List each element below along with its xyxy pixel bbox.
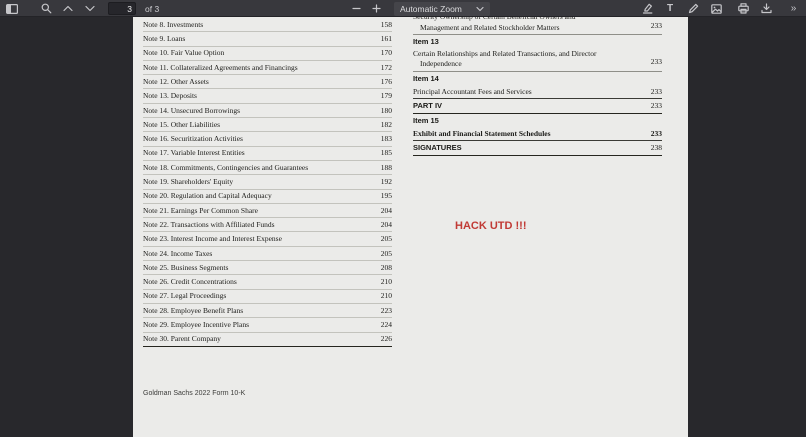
print-icon <box>738 3 749 14</box>
toc-row[interactable] <box>413 85 662 99</box>
toc-row[interactable] <box>143 104 392 118</box>
toc-entry-label: Note 8. Investments <box>143 19 204 29</box>
toc-entry-page: 176 <box>380 76 392 86</box>
toc-entry-page: 233 <box>650 86 662 96</box>
free-text-button[interactable] <box>662 1 678 16</box>
download-icon <box>761 3 772 14</box>
toc-heading-label: Item 14 <box>413 73 439 83</box>
toc-entry-label: Note 17. Variable Interest Entities <box>143 148 245 158</box>
toc-entry-page: 195 <box>380 191 392 201</box>
toc-entry-page: 204 <box>380 219 392 229</box>
free-text-icon: T <box>666 2 674 14</box>
zoom-select[interactable] <box>394 2 490 16</box>
toc-heading-label: Item 13 <box>413 37 439 46</box>
print-button[interactable] <box>735 1 751 16</box>
toc-row[interactable] <box>143 204 392 218</box>
toolbar-left-group <box>4 0 159 17</box>
toc-item-heading <box>413 35 662 49</box>
toc-entry-page: 205 <box>380 248 392 258</box>
toc-entry-page: 233 <box>650 57 662 66</box>
toc-entry-page: 233 <box>650 20 662 30</box>
toc-left-column <box>143 18 392 347</box>
toc-entry-page: 204 <box>380 205 392 215</box>
toc-entry-label: Note 21. Earnings Per Common Share <box>143 205 258 215</box>
toc-entry-label: Note 30. Parent Company <box>143 334 221 344</box>
toc-entry-page: 210 <box>380 277 392 287</box>
add-image-button[interactable] <box>708 1 724 16</box>
toc-row[interactable] <box>143 175 392 189</box>
toc-entry-label-cont: Management and Related Stockholder Matters <box>420 22 560 32</box>
toc-entry-label: Note 14. Unsecured Borrowings <box>143 105 241 115</box>
toc-row[interactable] <box>143 61 392 75</box>
toc-row[interactable] <box>143 118 392 132</box>
toc-row[interactable] <box>143 32 392 46</box>
toc-row[interactable] <box>143 247 392 261</box>
toc-entry-label: Note 10. Fair Value Option <box>143 48 225 58</box>
zoom-in-button[interactable] <box>368 1 384 16</box>
more-tools-button[interactable] <box>785 1 801 16</box>
toc-row[interactable] <box>143 89 392 103</box>
toc-entry-label: SIGNATURES <box>413 143 462 153</box>
toc-row[interactable] <box>143 232 392 246</box>
toc-entry-page: 170 <box>380 48 392 58</box>
toc-entry-label: Note 25. Business Segments <box>143 262 229 272</box>
toc-entry-label-cont: Independence <box>420 59 462 68</box>
toc-entry-page: 233 <box>650 128 662 138</box>
toc-entry-page: 238 <box>650 143 662 153</box>
toc-row[interactable] <box>413 127 662 141</box>
zoom-out-button[interactable] <box>348 1 364 16</box>
toc-entry-page: 180 <box>380 105 392 115</box>
toc-entry-page: 224 <box>380 320 392 330</box>
toc-entry-page: 188 <box>380 162 392 172</box>
toc-entry-page: 179 <box>380 91 392 101</box>
chevron-up-icon <box>63 5 73 12</box>
toc-entry-label: Note 24. Income Taxes <box>143 248 213 258</box>
toc-entry-page: 226 <box>380 334 392 344</box>
zoom-select-value: Automatic Zoom <box>400 3 462 14</box>
toc-entry-label: Note 16. Securitization Activities <box>143 134 243 144</box>
toc-row[interactable] <box>143 47 392 61</box>
page-number-input[interactable] <box>108 2 136 15</box>
image-icon <box>711 4 722 14</box>
chevron-down-icon <box>85 5 95 12</box>
toc-entry-page: 210 <box>380 291 392 301</box>
toc-entry-page: 208 <box>380 262 392 272</box>
toc-entry-label: Note 13. Deposits <box>143 91 197 101</box>
toc-entry-page: 158 <box>380 19 392 29</box>
double-chevron-icon: » <box>790 2 796 14</box>
toc-row[interactable] <box>143 161 392 175</box>
toc-entry-label: Note 11. Collateralized Agreements and Financings <box>143 62 298 72</box>
toc-heading-label: Item 15 <box>413 115 439 125</box>
toc-entry-label: Note 12. Other Assets <box>143 76 209 86</box>
toc-entry-page: 192 <box>380 177 392 187</box>
toc-entry-page: 185 <box>380 148 392 158</box>
toc-row[interactable] <box>143 132 392 146</box>
toc-entry-page: 233 <box>650 101 662 111</box>
toc-entry-label: Note 19. Shareholders' Equity <box>143 177 234 187</box>
toc-entry-page: 161 <box>380 34 392 44</box>
toc-row[interactable] <box>143 190 392 204</box>
sidebar-toggle-icon <box>6 4 18 14</box>
page-count-label: of 3 <box>145 3 160 14</box>
search-icon <box>41 3 52 14</box>
pdf-toolbar <box>0 0 806 17</box>
toc-row[interactable] <box>143 304 392 318</box>
toc-entry-label: PART IV <box>413 101 443 111</box>
highlight-button[interactable] <box>639 1 655 16</box>
toc-entry-label: Note 29. Employee Incentive Plans <box>143 320 250 330</box>
toc-entry-label: Note 22. Transactions with Affiliated Funds <box>143 219 275 229</box>
hack-utd-overlay-text: HACK UTD !!! <box>455 220 527 232</box>
toc-row[interactable] <box>143 18 392 32</box>
toc-entry-label: Note 18. Commitments, Contingencies and Guarantees <box>143 162 309 172</box>
toc-entry-page: 205 <box>380 234 392 244</box>
toc-entry-label: Note 23. Interest Income and Interest Expense <box>143 234 282 244</box>
toc-row[interactable] <box>143 333 392 347</box>
toc-item-heading <box>413 72 662 86</box>
toolbar-zoom-group <box>348 0 490 17</box>
toc-row[interactable] <box>143 147 392 161</box>
pdf-page <box>133 17 688 437</box>
toc-entry-label: Certain Relationships and Related Transactions, and Director <box>413 48 597 58</box>
toc-row[interactable] <box>143 318 392 332</box>
toc-row[interactable] <box>413 99 662 113</box>
chevron-down-icon <box>476 4 484 14</box>
plus-icon <box>372 4 381 13</box>
toolbar-right-group <box>639 0 801 17</box>
toc-entry-label: Note 27. Legal Proceedings <box>143 291 227 301</box>
toc-entry-label: Exhibit and Financial Statement Schedules <box>413 128 551 138</box>
document-footer: Goldman Sachs 2022 Form 10-K <box>143 390 246 397</box>
pen-icon <box>688 3 699 14</box>
highlight-icon <box>642 3 653 14</box>
toc-entry-label: Note 20. Regulation and Capital Adequacy <box>143 191 272 201</box>
toc-item-heading <box>413 114 662 128</box>
toc-right-column <box>413 12 662 156</box>
toc-entry-label: Note 26. Credit Concentrations <box>143 277 237 287</box>
toc-entry-label: Note 15. Other Liabilities <box>143 119 221 129</box>
ink-draw-button[interactable] <box>685 1 701 16</box>
toc-row[interactable] <box>143 275 392 289</box>
toc-entry-page: 182 <box>380 119 392 129</box>
pdf-viewer-canvas[interactable] <box>0 18 806 406</box>
minus-icon <box>352 4 361 13</box>
toc-row[interactable] <box>143 261 392 275</box>
toc-row[interactable] <box>143 218 392 232</box>
toc-entry-label: Note 9. Loans <box>143 34 186 44</box>
toc-row[interactable] <box>143 290 392 304</box>
find-next-button[interactable] <box>82 1 98 16</box>
toc-row[interactable] <box>143 75 392 89</box>
toc-entry-page: 183 <box>380 134 392 144</box>
toc-row[interactable] <box>413 141 662 155</box>
download-button[interactable] <box>758 1 774 16</box>
search-button[interactable] <box>38 1 54 16</box>
toc-entry-label: Principal Accountant Fees and Services <box>413 86 532 96</box>
toc-entry-page: 172 <box>380 62 392 72</box>
toc-entry-label: Note 28. Employee Benefit Plans <box>143 305 244 315</box>
sidebar-toggle-button[interactable] <box>4 1 20 16</box>
find-previous-button[interactable] <box>60 1 76 16</box>
toc-row[interactable] <box>413 49 662 72</box>
toc-entry-page: 223 <box>380 305 392 315</box>
